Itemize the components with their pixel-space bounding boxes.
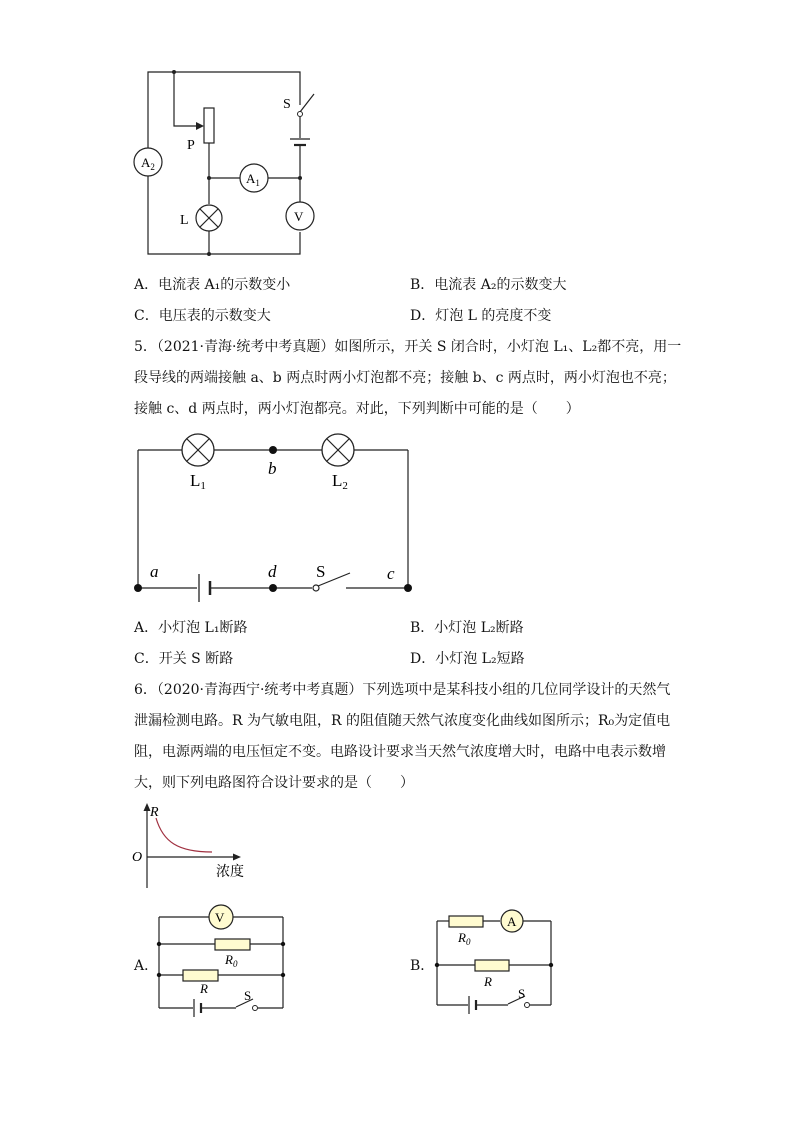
q4-option-c[interactable]: C．电压表的示数变大 [134, 308, 271, 324]
q6-option-a-label[interactable]: A． [134, 958, 159, 974]
q5-node-d-label: d [268, 562, 277, 581]
q6a-r0-label: $R_0$ [225, 952, 238, 969]
q5-option-d[interactable]: D．小灯泡 L₂短路 [410, 651, 525, 667]
q4-slider-label: P [187, 138, 195, 153]
q4-a1-label: $A_1$ [246, 171, 260, 188]
q5-stem-line-3: 接触 c、d 两点时，两小灯泡都亮。对此，下列判断中可能的是（ ） [134, 401, 580, 417]
q4-a2-label: $A_2$ [141, 155, 155, 172]
q6-option-b-circuit[interactable] [428, 905, 563, 1020]
q5-l1-label: L1 [190, 471, 206, 492]
q5-option-b[interactable]: B．小灯泡 L₂断路 [410, 620, 524, 636]
q4-voltmeter-label: V [294, 209, 304, 224]
q5-node-b-label: b [268, 459, 277, 478]
q5-node-c-label: c [387, 564, 395, 583]
q6b-switch-label: S [518, 986, 526, 1001]
q6-stem-line-3: 阻，电源两端的电压恒定不变。电路设计要求当天然气浓度增大时，电路中电表示数增 [134, 744, 666, 760]
q4-rheostat [204, 108, 214, 143]
q6-graph-xlabel: 浓度 [216, 865, 244, 880]
q5-option-c[interactable]: C．开关 S 断路 [134, 651, 234, 667]
q6-option-a-circuit[interactable] [150, 900, 300, 1025]
q6-graph-origin: O [132, 850, 143, 865]
q4-wire-top [148, 72, 300, 148]
q6b-ammeter-label: A [507, 914, 517, 929]
q6-option-b-label[interactable]: B． [410, 958, 435, 974]
q6a-r-label: R [200, 981, 208, 996]
q5-node-d [269, 584, 277, 592]
q6a-switch-label: S [244, 988, 252, 1003]
q6-graph-curve [156, 818, 212, 852]
q6b-resistor-r [475, 960, 509, 971]
q6-stem-line-4: 大，则下列电路图符合设计要求的是（ ） [134, 775, 414, 791]
q6-resistance-graph [125, 798, 255, 893]
q6-stem-line-1: 6．（2020·青海西宁·统考中考真题）下列选项中是某科技小组的几位同学设计的天然气 [134, 682, 671, 698]
q5-stem-line-2: 段导线的两端接触 a、b 两点时两小灯泡都不亮；接触 b、c 两点时，两小灯泡也不亮； [134, 370, 676, 386]
q5-l2-label: L2 [332, 471, 348, 492]
q6a-resistor-r0 [215, 939, 250, 950]
q6b-r-label: R [484, 974, 492, 989]
q6-stem-line-2: 泄漏检测电路。R 为气敏电阻，R 的阻值随天然气浓度变化曲线如图所示；R₀为定值电 [134, 713, 671, 729]
q4-circuit-diagram [125, 60, 325, 265]
q5-node-a [134, 584, 142, 592]
q4-switch-label: S [283, 97, 291, 112]
q4-slider-arrow [196, 122, 204, 130]
q6b-r0-label: $R_0$ [458, 930, 471, 947]
q4-lamp-label: L [180, 213, 189, 228]
q6a-voltmeter-label: V [215, 910, 225, 925]
q6-graph-ylabel: R [150, 805, 159, 820]
q6a-resistor-r [183, 970, 218, 981]
q4-option-b[interactable]: B．电流表 A₂的示数变大 [410, 277, 567, 293]
q4-switch-s [300, 94, 314, 112]
q5-node-c [404, 584, 412, 592]
q4-option-a[interactable]: A．电流表 A₁的示数变小 [134, 277, 291, 293]
q6b-resistor-r0 [449, 916, 483, 927]
q5-stem-line-1: 5．（2021·青海·统考中考真题）如图所示，开关 S 闭合时，小灯泡 L₁、L₂都不亮，用一 [134, 339, 682, 355]
q5-circuit-diagram [125, 425, 425, 605]
q4-wire-bottom [148, 176, 300, 254]
q5-node-a-label: a [150, 562, 159, 581]
q5-option-a[interactable]: A．小灯泡 L₁断路 [134, 620, 248, 636]
q5-node-b [269, 446, 277, 454]
q5-switch-label: S [316, 562, 326, 581]
q4-option-d[interactable]: D．灯泡 L 的亮度不变 [410, 308, 552, 324]
